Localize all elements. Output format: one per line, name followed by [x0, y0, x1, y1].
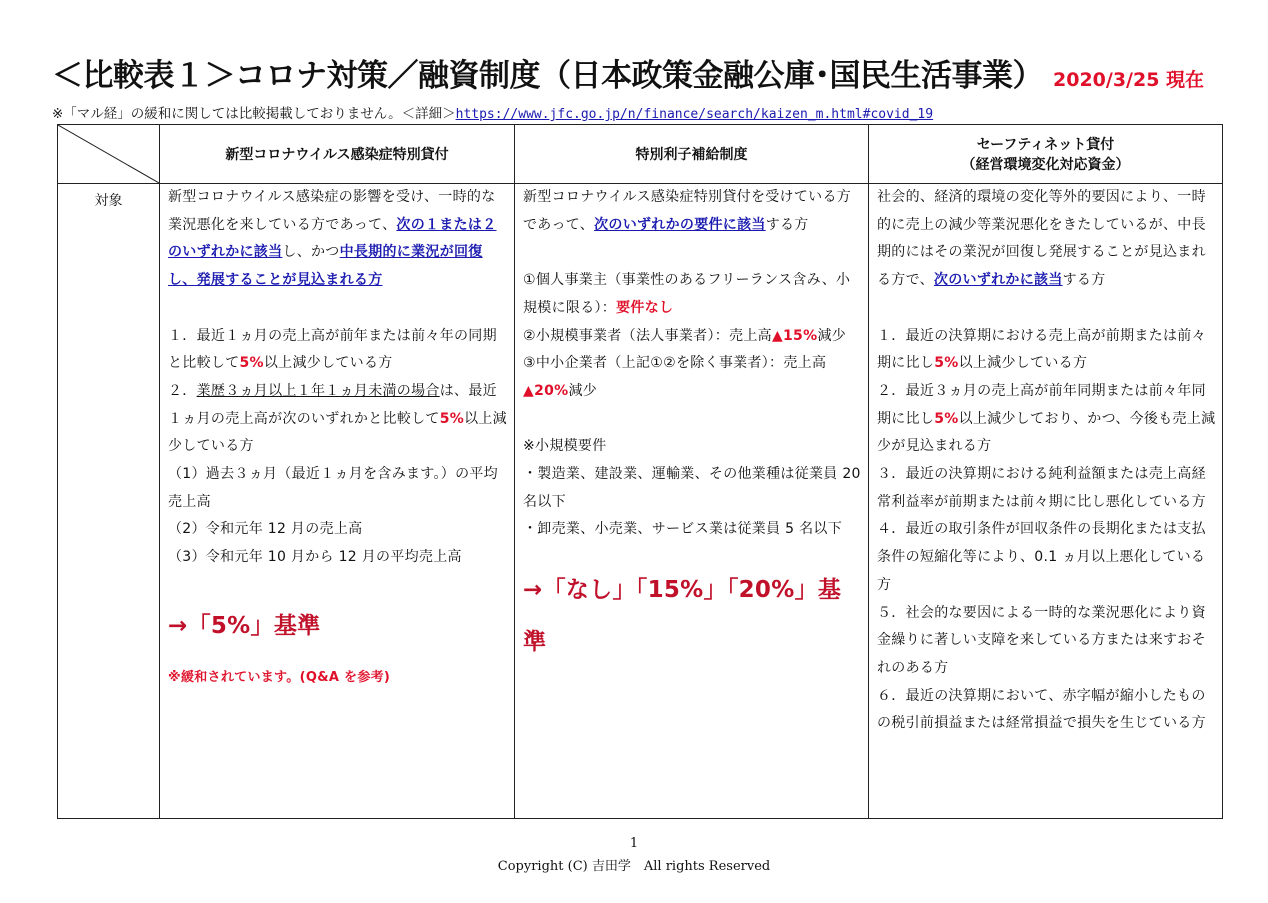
header-special-loan: 新型コロナウイルス感染症特別貸付: [160, 125, 515, 184]
note: [52, 102, 933, 122]
col2-req1: ・製造業、建設業、運輸業、その他業種は従業員 20 名以下: [523, 466, 861, 510]
header-safety-net-line2: （経営環境変化対応資金）: [961, 157, 1130, 173]
col3-item5: ５．社会的な要因による一時的な業況悪化により資金繰りに著しい支障を来している方または来すおそれのある方: [877, 604, 1206, 676]
page-number: 1: [629, 836, 639, 851]
col2-item2: ②小規模事業者（法人事業者）：売上高▲15%減少: [523, 327, 847, 344]
col2-item1: ①個人事業主（事業性のあるフリーランス含み、小規模に限る）：要件なし: [523, 272, 851, 316]
col1-sub2: （2）令和元年 12 月の売上高: [168, 521, 363, 538]
col2-item3: ③中小企業者（上記①②を除く事業者）：売上高▲20%減少: [523, 355, 827, 399]
col1-item1: １．最近１ヵ月の売上高が前年または前々年の同期と比較して5%以上減少している方: [168, 327, 497, 372]
page-title: [52, 50, 1204, 95]
col2-intro: 新型コロナウイルス感染症特別貸付を受けている方であって、次のいずれかの要件に該当する方: [523, 189, 852, 233]
target-row: [58, 184, 1223, 819]
note-text: ※「マル経」の緩和に関しては比較掲載しておりません。＜詳細＞: [52, 106, 456, 122]
col3-item3: ３．最近の決算期における純利益額または売上高経常利益率が前期または前々期に比し悪化している方: [877, 466, 1206, 510]
header-row: [58, 125, 1223, 184]
diagonal-line: [58, 125, 159, 183]
col3-item1: １．最近の決算期における売上高が前期または前々期に比し5%以上減少している方: [877, 327, 1206, 372]
col1-sub1: （1）過去３ヵ月（最近１ヵ月を含みます。）の平均売上高: [168, 466, 498, 510]
title-main: ＜比較表１＞コロナ対策／融資制度（日本政策金融公庫･国民生活事業）: [52, 58, 1043, 94]
col3-item2: ２．最近３ヵ月の売上高が前年同期または前々年同期に比し5%以上減少しており、かつ、今後も売上減少が見込まれる方: [877, 382, 1216, 455]
col-interest-subsidy: [515, 184, 869, 819]
col2-req-title: ※小規模要件: [523, 438, 607, 455]
col1-relax-note: ※緩和されています。(Q&A を参考): [168, 669, 391, 685]
col3-item4: ４．最近の取引条件が回収条件の長期化または支払条件の短縮化等により、0.1 ヵ月以上悪化している方: [877, 521, 1206, 593]
col1-conclusion: →「5%」基準: [168, 612, 321, 639]
corner-cell: [58, 125, 160, 184]
title-date: 2020/3/25 現在: [1053, 69, 1205, 91]
detail-link[interactable]: https://www.jfc.go.jp/n/finance/search/kaizen_m.html#covid_19: [455, 107, 934, 122]
col1-intro: 新型コロナウイルス感染症の影響を受け、一時的な業況悪化を来している方であって、次の１または２のいずれかに該当し、かつ中長期的に業況が回復し、発展することが見込まれる方: [168, 189, 497, 289]
comparison-table: [57, 124, 1223, 819]
col1-item2: ２．業歴３ヵ月以上１年１ヵ月未満の場合は、最近１ヵ月の売上高が次のいずれかと比較して5%以上減少している方: [168, 382, 507, 455]
header-safety-net: [869, 125, 1223, 184]
copyright: Copyright (C) 吉田学 All rights Reserved: [497, 859, 771, 874]
row-label-target: 対象: [58, 184, 160, 819]
header-safety-net-line1: セーフティネット貸付: [976, 137, 1115, 153]
col-safety-net: [869, 184, 1223, 819]
col3-intro: 社会的、経済的環境の変化等外的要因により、一時的に売上の減少等業況悪化をきたしているが、中長期的にはその業況が回復し発展することが見込まれる方で、次のいずれかに該当する方: [877, 189, 1206, 289]
col1-sub3: （3）令和元年 10 月から 12 月の平均売上高: [168, 549, 462, 566]
col2-req2: ・卸売業、小売業、サービス業は従業員 5 名以下: [523, 521, 843, 538]
col-special-loan: [160, 184, 515, 819]
col3-item6: ６．最近の決算期において、赤字幅が縮小したものの税引前損益または経常損益で損失を生じている方: [877, 687, 1206, 732]
col2-conclusion: →「なし」「15%」「20%」基準: [523, 577, 842, 656]
header-interest-subsidy: 特別利子補給制度: [515, 125, 869, 184]
